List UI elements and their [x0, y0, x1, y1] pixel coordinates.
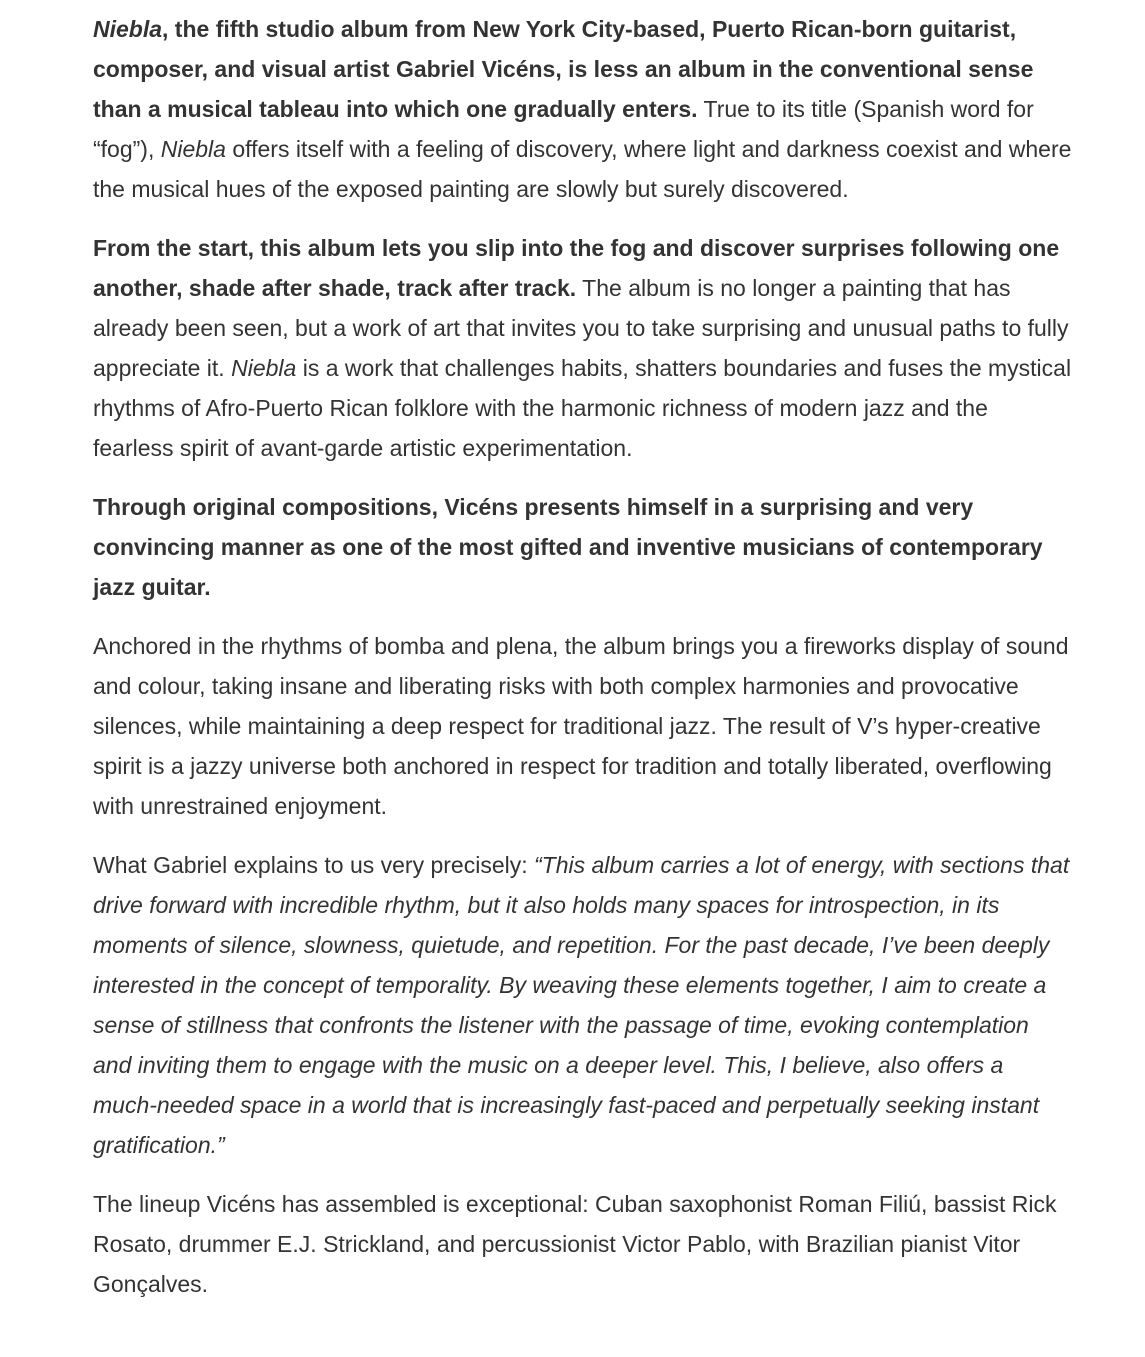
album-title: Niebla	[231, 355, 297, 381]
article-body	[93, 9, 1073, 1323]
paragraph-rhythms	[93, 626, 1073, 826]
compositions-lead: Through original compositions, Vicéns presents himself in a surprising and very convincing manner as one of the most gifted and inventive musicians of contemporary jazz guitar.	[93, 494, 1043, 600]
artist-quote: “This album carries a lot of energy, with sections that drive forward with incredible rhythm, but it also holds many spaces for introspection, in its moments of silence, slowness, quietude, and repetition. For the past decade, I’ve been deeply interested in the concept of temporality. By weaving these elements together, I aim to create a sense of stillness that confronts the listener with the passage of time, evoking contemplation and inviting them to engage with the music on a deeper level. This, I believe, also offers a much-needed space in a world that is increasingly fast-paced and perpetually seeking instant gratification.”	[93, 852, 1070, 1158]
paragraph-intro	[93, 9, 1073, 209]
intro-text-2: offers itself with a feeling of discovery, where light and darkness coexist and where the musical hues of the exposed painting are slowly but surely discovered.	[93, 136, 1072, 202]
paragraph-quote	[93, 845, 1073, 1165]
paragraph-lineup	[93, 1184, 1073, 1304]
paragraph-compositions	[93, 487, 1073, 607]
intro-lead-text: , the fifth studio album from New York City-based, Puerto Rican-born guitarist, composer, and visual artist Gabriel Vicéns, is less an album in the conventional sense than a musical tableau into which one gradually enters.	[93, 16, 1034, 122]
quote-intro: What Gabriel explains to us very precisely:	[93, 852, 535, 878]
paragraph-start	[93, 228, 1073, 468]
lineup-text: The lineup Vicéns has assembled is exceptional: Cuban saxophonist Roman Filiú, bassist Rick Rosato, drummer E.J. Strickland, and percussionist Victor Pablo, with Brazilian pianist Vitor Gonçalves.	[93, 1191, 1057, 1297]
album-title: Niebla	[93, 16, 163, 42]
start-text-1: The album is no longer a painting that has already been seen, but a work of art that invites you to take surprising and unusual paths to fully appreciate it.	[93, 275, 1069, 381]
start-text-2: is a work that challenges habits, shatters boundaries and fuses the mystical rhythms of Afro-Puerto Rican folklore with the harmonic richness of modern jazz and the fearless spirit of avant-garde artistic experimentation.	[93, 355, 1072, 461]
rhythms-text: Anchored in the rhythms of bomba and plena, the album brings you a fireworks display of sound and colour, taking insane and liberating risks with both complex harmonies and provocative silences, while maintaining a deep respect for traditional jazz. The result of V’s hyper-creative spirit is a jazzy universe both anchored in respect for tradition and totally liberated, overflowing with unrestrained enjoyment.	[93, 633, 1069, 819]
start-lead: From the start, this album lets you slip into the fog and discover surprises following one another, shade after shade, track after track.	[93, 235, 1060, 301]
album-title: Niebla	[160, 136, 226, 162]
intro-text-1: True to its title (Spanish word for “fog”),	[93, 96, 1034, 162]
